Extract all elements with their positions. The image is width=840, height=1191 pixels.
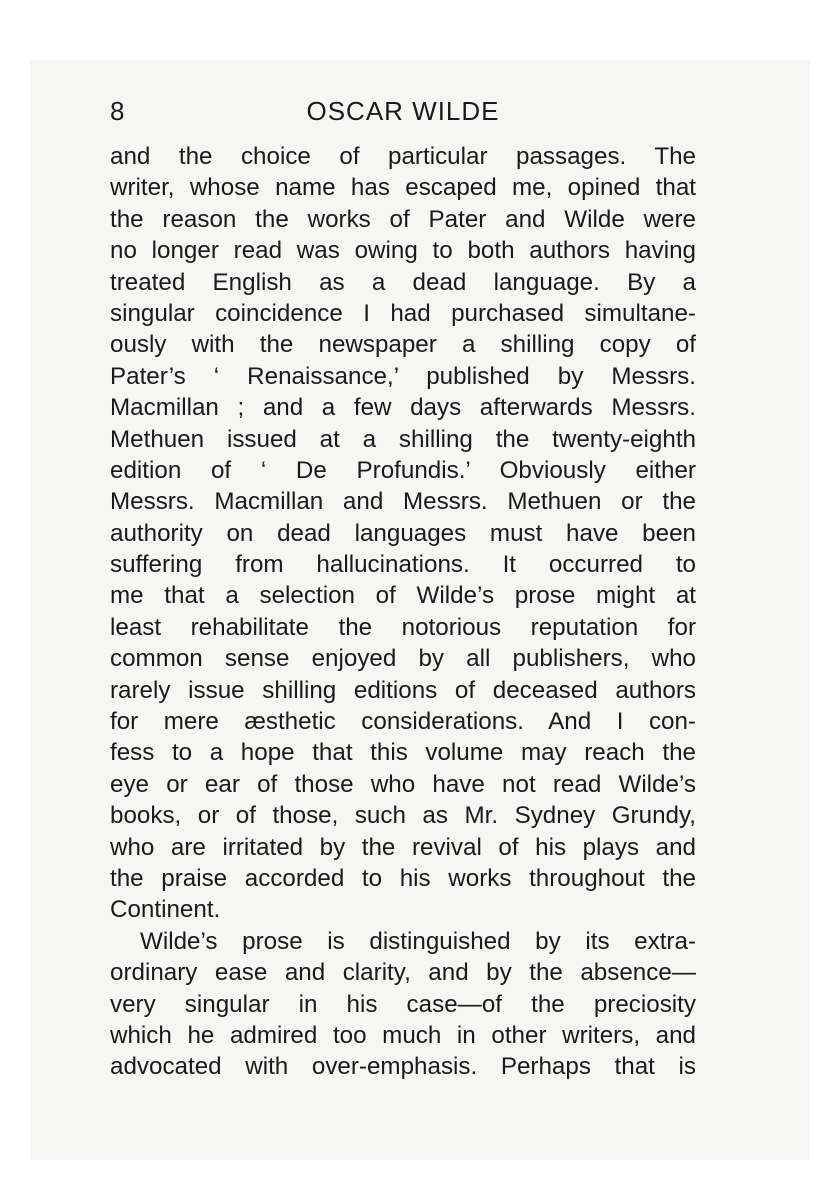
text-line: rarely issue shilling editions of deceased authors <box>110 676 696 704</box>
text-line: Continent. <box>110 896 221 924</box>
text-line: me that a selection of Wilde’s prose might at <box>110 582 696 610</box>
text-line: common sense enjoyed by all publishers, who <box>110 645 696 673</box>
text-line: least rehabilitate the notorious reputation for <box>110 613 696 641</box>
text-line: which he admired too much in other writers, and <box>110 1021 696 1049</box>
text-line: Messrs. Macmillan and Messrs. Methuen or the <box>110 488 696 516</box>
text-line: suffering from hallucinations. It occurred to <box>110 551 696 579</box>
text-line: no longer read was owing to both authors having <box>110 237 696 265</box>
paragraph <box>110 141 696 926</box>
text-line: advocated with over-emphasis. Perhaps that is <box>110 1053 696 1081</box>
text-line: for mere æsthetic considerations. And I con- <box>110 708 696 736</box>
text-line: Macmillan ; and a few days afterwards Messrs. <box>110 394 696 422</box>
text-line: who are irritated by the revival of his plays and <box>110 833 696 861</box>
text-line: Wilde’s prose is distinguished by its extra- <box>140 927 696 955</box>
text-line: edition of ‘ De Profundis.’ Obviously either <box>110 456 696 484</box>
text-line: the reason the works of Pater and Wilde were <box>110 205 696 233</box>
text-line: fess to a hope that this volume may reach the <box>110 739 696 767</box>
text-line: ously with the newspaper a shilling copy of <box>110 331 696 359</box>
page-number: 8 <box>110 96 126 126</box>
running-title: OSCAR WILDE <box>306 96 500 126</box>
text-line: ordinary ease and clarity, and by the absence— <box>110 959 696 987</box>
text-line: and the choice of particular passages. The <box>110 143 696 170</box>
text-line: singular coincidence I had purchased simultane- <box>110 299 696 327</box>
text-line: Pater’s ‘ Renaissance,’ published by Messrs. <box>110 362 696 390</box>
text-line: books, or of those, such as Mr. Sydney Grundy, <box>110 802 696 830</box>
text-line: the praise accorded to his works throughout the <box>110 864 696 892</box>
text-line: authority on dead languages must have been <box>110 519 696 547</box>
text-line: very singular in his case—of the preciosity <box>110 990 696 1018</box>
text-line: Methuen issued at a shilling the twenty-eighth <box>110 425 696 453</box>
body-text <box>110 141 696 1083</box>
text-line: eye or ear of those who have not read Wilde’s <box>110 770 696 798</box>
text-line: writer, whose name has escaped me, opined that <box>110 174 696 202</box>
text-line: treated English as a dead language. By a <box>110 268 696 296</box>
paragraph <box>110 926 696 1083</box>
page-header <box>110 96 696 126</box>
